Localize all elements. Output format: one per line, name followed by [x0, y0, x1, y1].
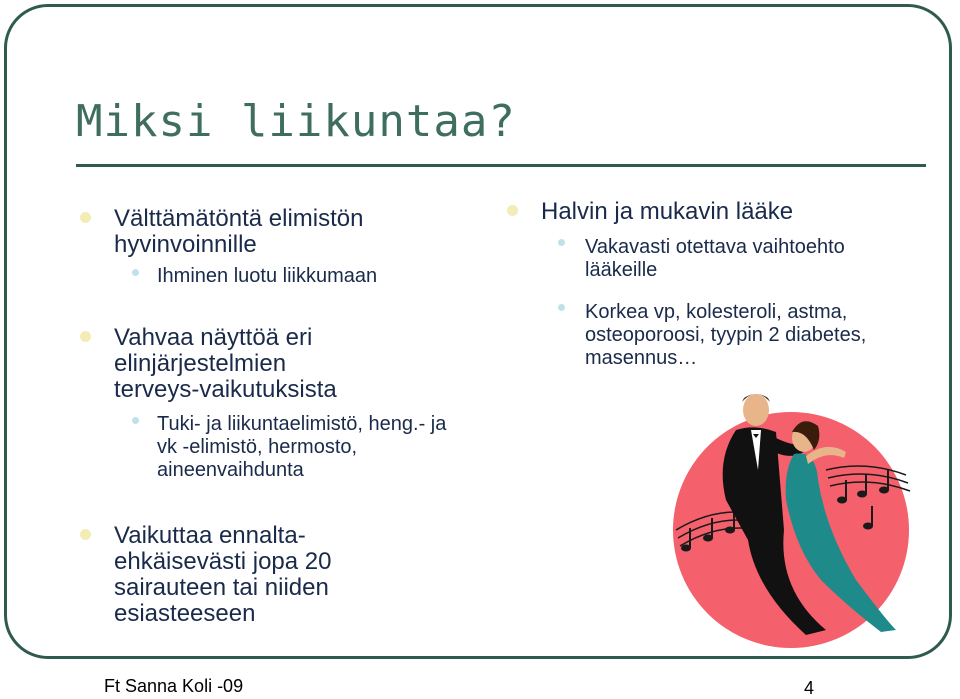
sub-bullet-icon [558, 239, 565, 246]
bullet-icon [80, 331, 91, 342]
left-sub-bullet-1: Ihminen luotu liikkumaan [157, 265, 378, 287]
dancing-couple-illustration [656, 380, 926, 650]
right-bullet-1: Halvin ja mukavin lääke [541, 198, 794, 225]
sub-bullet-icon [132, 269, 139, 276]
left-bullet-3: Vaikuttaa ennalta-ehkäisevästi jopa 20 sairauteen tai niiden esiasteeseen [114, 522, 332, 627]
footer-author: Ft Sanna Koli -09 [104, 676, 244, 696]
slide-title: Miksi liikuntaa? [76, 96, 516, 147]
title-rule [76, 164, 926, 167]
left-sub-bullet-2: Tuki- ja liikuntaelimistö, heng.- ja vk -elimistö, hermosto, aineenvaihdunta [157, 413, 447, 481]
left-bullet-2: Vahvaa näyttöä eri elinjärjestelmien terveys-vaikutuksista [114, 324, 337, 403]
bullet-icon [80, 529, 91, 540]
right-sub-bullet-1: Vakavasti otettava vaihtoehto lääkeille [585, 236, 845, 281]
bullet-icon [507, 205, 518, 216]
sub-bullet-icon [132, 417, 139, 424]
left-bullet-1: Välttämätöntä elimistön hyvinvoinnille [114, 205, 364, 258]
page-number: 4 [804, 678, 815, 698]
bullet-icon [80, 212, 91, 223]
right-sub-bullet-2: Korkea vp, kolesteroli, astma, osteoporoosi, tyypin 2 diabetes, masennus… [585, 301, 867, 369]
sub-bullet-icon [558, 304, 565, 311]
